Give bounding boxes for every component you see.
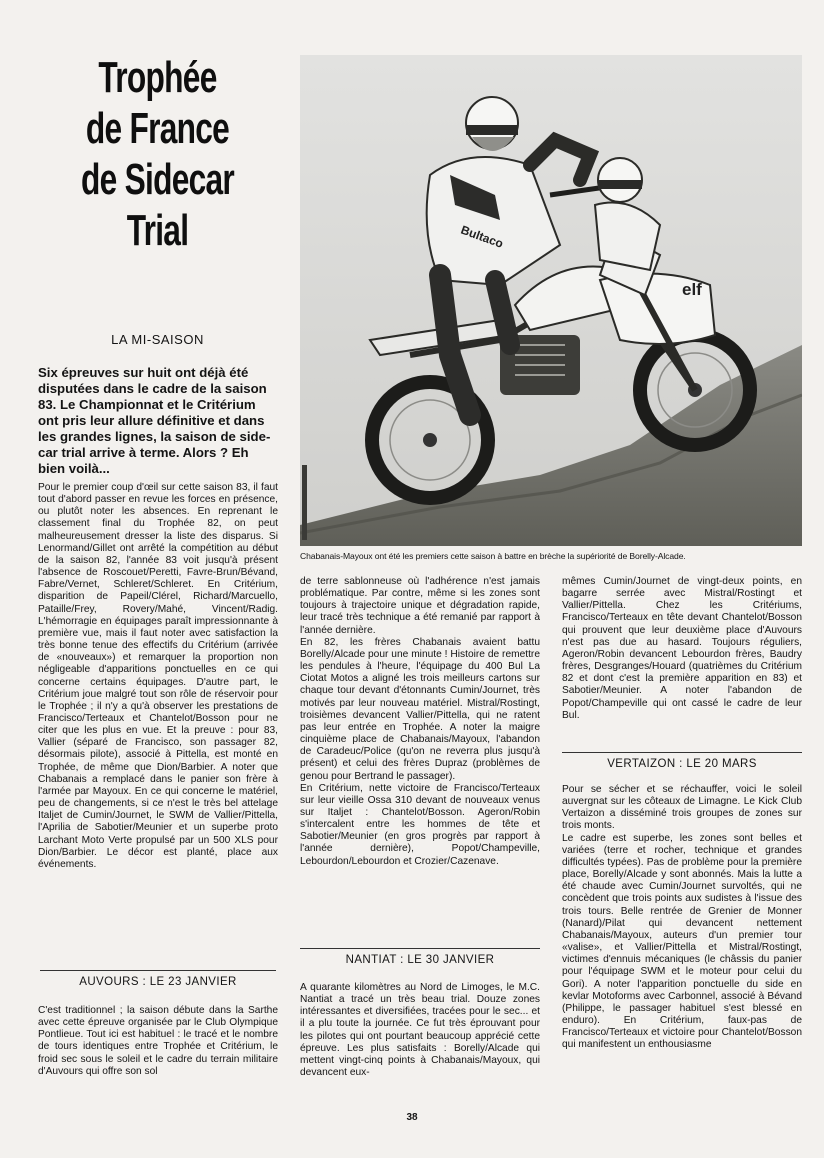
- bultaco-logo: Bultaco: [458, 222, 506, 251]
- body-paragraph: mêmes Cumin/Journet de vingt-deux points, en bagarre serrée avec Mistral/Rostingt et Vallier/Pittella. Chez les Critériums, Francisco/Terteaux en tête devant Chantelot/Bosson qui prouvent que leur deuxième place d'Auvours n'est pas due au hasard. Toujours réguliers, Ageron/Robin devancent Lebourdon frères, Baudry frères, Desgranges/Houard (quatrièmes du Critérium 82 et dont c'est la première apparition en 83) et Sabotier/Meunier. A noter l'abandon de Popot/Champeville qui ont cassé le cadre de leur Bul.: [562, 576, 802, 721]
- body-column-1: [38, 482, 278, 954]
- body-paragraph: En Critérium, nette victoire de Francisco/Terteaux sur leur vieille Ossa 310 devant de nouveaux venus sur Italjet : Chantelot/Bosson. Ageron/Robin s'intercalent entre les hommes de tête et Sabotier/Meunier (en gros progrès par rapport à l'année dernière), Popot/Champeville, Lebourdon/Lebourdon et Crozier/Cazenave.: [300, 782, 540, 867]
- photo-caption: Chabanais-Mayoux ont été les premiers cette saison à battre en brèche la supériorité de Borelly-Alcade.: [300, 551, 686, 561]
- subhead-auvours: AUVOURS : LE 23 JANVIER: [40, 970, 276, 988]
- title-line-1: Trophée: [98, 53, 217, 102]
- page-number: 38: [406, 1112, 418, 1123]
- body-paragraph: Pour le premier coup d'œil sur cette saison 83, il faut tout d'abord passer en revue les forces en présence, ou plutôt noter les absences. En reprenant le classement final du Trophée 82, on peut malheureusement dresser la liste des disparus. Si Lenormand/Gillet ont arrêté la compétition au début de la saison 82, l'année 83 voit jusqu'à présent l'absence de Roscouet/Peretti, Favre-Brun/Bévand, Fabre/Vernet, Schleret/Schleret. En Critérium, disparition de Papeil/Clérel, Richard/Marcuello, Pataille/Frey, Rovery/Mahé, Vincent/Radig. L'hémorragie en équipages paraît impressionnante à première vue, mais il faut noter avec satisfaction la très bonne tenue des effectifs du Critérium (arrivée de «nouveaux») et remarquer la proportion non négligeable d'apparitions ponctuelles en ce qui concerne certains équipages. D'autre part, le Critérium joue malgré tout son rôle de réservoir pour le Trophée ; il n'y a qu'à observer les prestations de Francisco/Terteaux et Chantelot/Bosson pour ne citer que les plus en vue. Et la preuve : pour 83, Vallier (séparé de Francisco, son passager 82, désormais pilote), associé à Pittella, est monté en Trophée, de même que Dion/Barbier. A noter que Chabanais a remplacé dans le panier son frère à l'armée par Mayoux. En ce qui concerne le matériel, peu de changements, si ce n'est le très bel attelage Italjet de Cumin/Journet, le SWM de Vallier/Pittella, l'Aprilia de Sabotier/Meunier et un superbe proto Larchant Moto Verte propulsé par un 500 XLS pour Dion/Barbier. Le décor est planté, place aux événements.: [38, 482, 278, 870]
- body-paragraph: C'est traditionnel ; la saison débute dans la Sarthe avec cette épreuve organisée par le Club Olympique Pontlieue. Tout ici est habituel : le tracé et le nombre de tours identiques entre Trophée et Critérium, le froid sec sous le soleil et le cadre du terrain militaire d'Auvours qui offre son sol: [38, 1005, 278, 1077]
- body-column-2-bottom: [300, 982, 540, 1100]
- body-paragraph: A quarante kilomètres au Nord de Limoges, le M.C. Nantiat a tracé un très beau trial. Douze zones intéressantes et diversifiées, tracées pour le sec... et il a plu toute la journée. Ce fut très éprouvant pour les pilotes qui ont pourtant beaucoup apprécié cette épreuve. Les plus satisfaits : Borelly/Alcade qui mettent vingt-cinq points à Chabanais/Mayoux, qui devancent eux-: [300, 982, 540, 1079]
- section-title: LA MI-SAISON: [111, 332, 204, 347]
- body-column-2: [300, 576, 540, 936]
- lead-paragraph: Six épreuves sur huit ont déjà été disputées dans le cadre de la saison 83. Le Championnat et le Critérium ont pris leur allure définitive et dans les grandes lignes, la saison de side-car trial arrive à terme. Alors ? Eh bien voilà...: [38, 365, 271, 476]
- title-line-2: de France: [85, 104, 230, 153]
- body-paragraph: Pour se sécher et se réchauffer, voici le soleil auvergnat sur les côteaux de Limagne. Le Kick Club Vertaizon a disséminé trois groupes de zones sur trois monts.: [562, 784, 802, 832]
- body-column-3-bottom: [562, 784, 802, 1102]
- article-title: [73, 52, 242, 256]
- body-column-3: [562, 576, 802, 742]
- body-paragraph: de terre sablonneuse où l'adhérence n'est jamais problématique. Par contre, même si les zones sont toujours à trajectoire unique et dégradation rapide, leur tracé très technique a été remanié par rapport à l'année dernière.: [300, 576, 540, 636]
- title-line-4: Trial: [126, 206, 189, 255]
- body-paragraph: Le cadre est superbe, les zones sont belles et variées (terre et rocher, technique et grandes difficultés typées). Pas de problème pour la première place, Borelly/Alcade y sont abonnés. Mais la lutte a été chaude avec Cumin/Journet survoltés, qui ne concèdent que trois points aux sudistes à l'issue des trois tours. Belle rentrée de Grenier de Monner (Nanard)/Pilat qui devancent nettement Chabanais/Mayoux, auteurs d'un premier tour «valise», et Vallier/Pittella et Mistral/Rostingt, victimes d'ennuis mécaniques (le châssis du panier pour l'équipage SWM et le moteur pour celui du Gori). A noter l'apparition ponctuelle du side en kevlar Motoforms avec Carbonnel, associé à Bévand (Philippe, le passager habituel s'est blessé en enduro). En Critérium, faux-pas de Francisco/Terteaux et victoire pour Chantelot/Bosson qui manifestent un enthousiasme: [562, 832, 802, 1051]
- sidecar-photo: [300, 55, 802, 546]
- body-column-1-bottom: [38, 1005, 278, 1099]
- elf-logo: elf: [682, 280, 702, 299]
- title-line-3: de Sidecar: [80, 155, 235, 204]
- subhead-vertaizon: VERTAIZON : LE 20 MARS: [562, 752, 802, 770]
- subhead-nantiat: NANTIAT : LE 30 JANVIER: [300, 948, 540, 966]
- stake: [302, 465, 307, 540]
- body-paragraph: En 82, les frères Chabanais avaient battu Borelly/Alcade pour une minute ! Histoire de remettre les pendules à l'heure, l'équipage du 400 Bul La Ciotat Motos a aligné les trois meilleurs cartons sur chaque tour devant d'étonnants Cumin/Journet, très motivés par leur nouveau matériel. Mistral/Rostingt, troisièmes devancent Vallier/Pittella, qui ne ratent pas leur entrée en Trophée. A noter la maigre cinquième place de Chabanais/Mayoux, l'abandon de Caradeuc/Police (qu'on ne reverra plus jusqu'à présent) et celui des frères Dupraz (problèmes de genou pour Bertrand le passager).: [300, 636, 540, 782]
